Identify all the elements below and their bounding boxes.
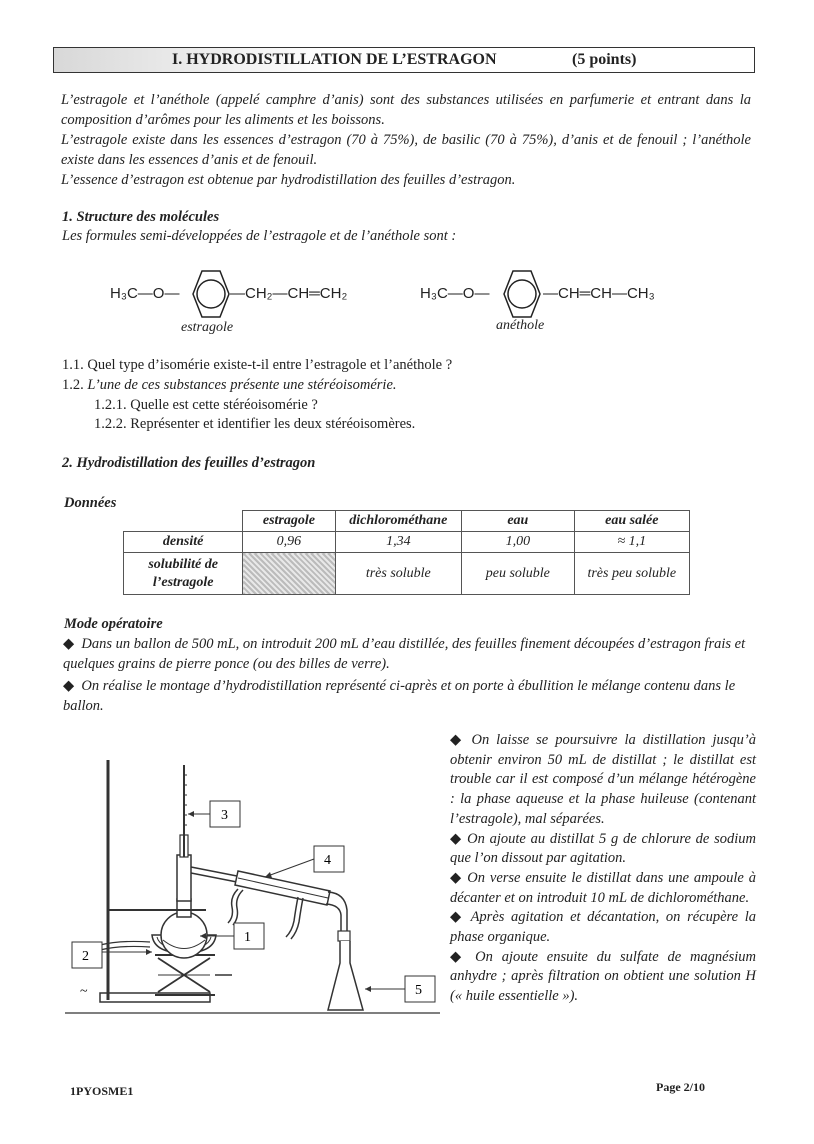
intro-line-2: L’estragole existe dans les essences d’estragon (70 à 75%), de basilic (70 à 75%), d’anis et de fenouil ; l’anéthole existe dans les essences d’anis et de fenouil. [61, 132, 751, 168]
question-1-2-2: 1.2.2. Représenter et identifier les deux stéréoisomères. [94, 416, 416, 432]
row-label-densite: densité [124, 532, 243, 553]
mode-item-2: ◆ On réalise le montage d’hydrodistillation représenté ci-après et on porte à ébullition le mélange contenu dans le ballon. [63, 678, 736, 714]
question-1-2 [62, 377, 397, 394]
procedure-item: ◆ On ajoute au distillat 5 g de chlorure de sodium que l’on dissout par agitation. [450, 830, 757, 867]
cell-solubilite-dichloromethane: très soluble [335, 553, 462, 595]
exercise-points: (5 points) [572, 51, 637, 68]
table-row [124, 532, 690, 553]
section2-heading: 2. Hydrodistillation des feuilles d’estragon [62, 455, 316, 471]
anethole-right-group: —CH═CH—CH₃ [543, 285, 655, 302]
exercise-title: I. HYDRODISTILLATION DE L’ESTRAGON [172, 51, 497, 68]
col-eau: eau [462, 511, 574, 532]
intro-line-1: L’estragole et l’anéthole (appelé camphre d’anis) sont des substances utilisées en parfumerie et entrant dans la composition d’arômes pour les aliments et les boissons. [61, 92, 751, 128]
diagram-label-3: 3 [221, 808, 228, 823]
mode-item-1: ◆ Dans un ballon de 500 mL, on introduit 200 mL d’eau distillée, des feuilles finement découpées d’estragon frais et quelques grains de pierre ponce (ou des billes de verre). [63, 636, 746, 672]
cell-densite-dichloromethane: 1,34 [335, 532, 462, 553]
data-table [123, 510, 690, 595]
procedure-item: ◆ Après agitation et décantation, on récupère la phase organique. [450, 909, 756, 946]
table-row [124, 553, 690, 595]
exercise-title-box [53, 47, 755, 73]
cell-densite-estragole: 0,96 [243, 532, 335, 553]
donnees-heading: Données [64, 495, 117, 511]
footer-code: 1PYOSME1 [70, 1084, 134, 1098]
mode-heading: Mode opératoire [64, 616, 163, 632]
cell-densite-eau-salee: ≈ 1,1 [574, 532, 689, 553]
col-eau-salee: eau salée [574, 511, 689, 532]
diagram-label-5: 5 [415, 983, 422, 998]
hydrodistillation-apparatus [60, 745, 445, 1020]
cell-solubilite-eau: peu soluble [462, 553, 574, 595]
anethole-left-group: H₃C—O— [420, 285, 490, 302]
cell-solubilite-eau-salee: très peu soluble [574, 553, 689, 595]
cell-solubilite-estragole [243, 553, 335, 595]
estragole-right-group: —CH₂—CH═CH₂ [230, 285, 348, 302]
table-header-row [124, 511, 690, 532]
row-label-solubilite: solubilité de l’estragole [124, 553, 243, 595]
procedure-item: ◆ On ajoute ensuite du sulfate de magnésium anhydre ; après filtration on obtient une solution H (« huile essentielle »). [450, 948, 757, 1005]
question-1-2-number: 1.2. [62, 377, 84, 393]
section1-heading: 1. Structure des molécules [62, 209, 220, 225]
col-estragole: estragole [243, 511, 335, 532]
tilde-symbol: ~ [80, 984, 88, 999]
procedure-item: ◆ On verse ensuite le distillat dans une ampoule à décanter et on introduit 10 mL de dichlorométhane. [450, 869, 757, 906]
procedure-right-column [450, 731, 756, 1007]
question-1-2-text: L’une de ces substances présente une stéréoisomérie. [87, 377, 397, 393]
estragole-left-group: H₃C—O— [110, 285, 180, 302]
estragole-name: estragole [181, 320, 234, 335]
diagram-label-2: 2 [82, 949, 89, 964]
question-1-2-1: 1.2.1. Quelle est cette stéréoisomérie ? [94, 397, 318, 413]
diagram-label-1: 1 [244, 930, 251, 945]
col-dichloromethane: dichlorométhane [335, 511, 462, 532]
question-1-1: 1.1. Quel type d’isomérie existe-t-il entre l’estragole et l’anéthole ? [62, 357, 453, 373]
diagram-label-4: 4 [324, 853, 331, 868]
anethole-name: anéthole [496, 318, 545, 333]
cell-densite-eau: 1,00 [462, 532, 574, 553]
section1-intro: Les formules semi-développées de l’estragole et de l’anéthole sont : [62, 228, 457, 244]
footer-page-number: Page 2/10 [656, 1080, 705, 1094]
procedure-item: ◆ On laisse se poursuivre la distillation jusqu’à obtenir environ 50 mL de distillat ; le distillat est trouble car il est composé d’un mélange hétérogène : la phase aqueuse et la phase huileuse (contenant l’estragole), mal séparées. [450, 732, 756, 827]
intro-paragraph [61, 90, 751, 190]
intro-line-3: L’essence d’estragon est obtenue par hydrodistillation des feuilles d’estragon. [61, 172, 516, 188]
